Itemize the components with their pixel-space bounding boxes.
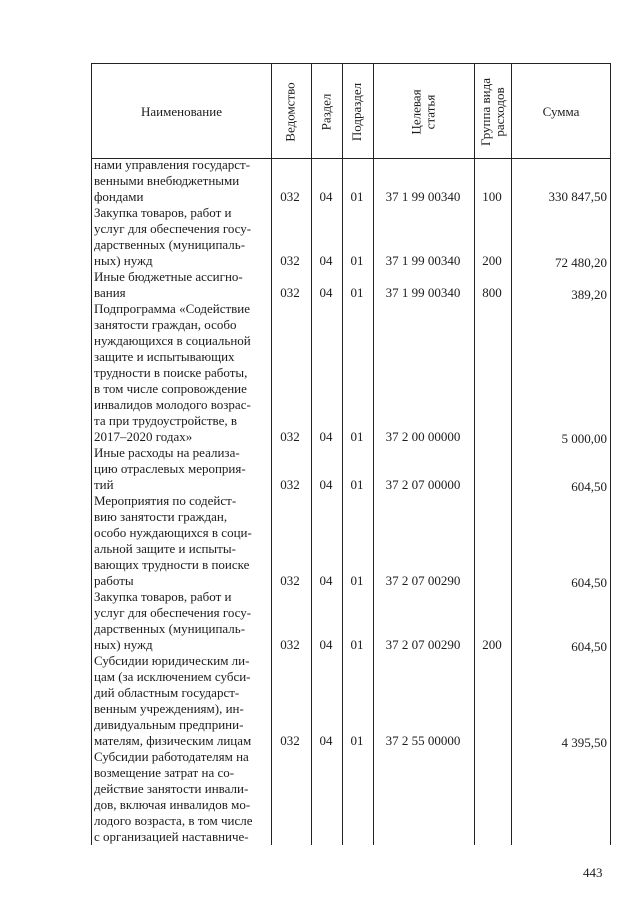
col-divider <box>271 64 272 845</box>
row-name: Подпрограмма «Содействие занятости граждан, особо нуждающихся в социальной защите и испытывающих трудности в поиске работы, в том числе сопровождение инвалидов молодого возрас- та при трудоустройстве, в 2017–2020 годах» <box>94 301 251 444</box>
row-name: Субсидии юридическим ли- цам (за исключением субси- дий областным государст- венным учреждениям), ин- дивидуальным предприни- мателям, физическим лицам <box>94 653 252 748</box>
row-podrazdel: 01 <box>350 733 364 748</box>
header-gruppa-vida: Группа вида расходов <box>477 77 507 146</box>
row-podrazdel: 01 <box>350 573 364 588</box>
header-vedomstvo: Ведомство <box>283 81 298 142</box>
row-summa: 5 000,00 <box>561 431 607 446</box>
row-podrazdel: 01 <box>350 253 364 268</box>
page-number: 443 <box>583 865 603 880</box>
col-divider <box>342 64 343 845</box>
row-name: Иные бюджетные ассигно- вания <box>94 269 243 300</box>
row-summa: 604,50 <box>571 479 607 494</box>
row-celevaya-statya: 37 1 99 00340 <box>385 285 461 300</box>
row-celevaya-statya: 37 2 07 00290 <box>385 573 461 588</box>
col-divider <box>511 64 512 845</box>
row-gruppa-vida: 200 <box>482 637 502 652</box>
col-divider <box>373 64 374 845</box>
row-celevaya-statya: 37 1 99 00340 <box>385 189 461 204</box>
header-podrazdel: Подраздел <box>349 82 365 141</box>
row-podrazdel: 01 <box>350 189 364 204</box>
row-vedomstvo: 032 <box>280 189 300 204</box>
row-summa: 4 395,50 <box>561 735 607 750</box>
row-vedomstvo: 032 <box>280 429 300 444</box>
row-gruppa-vida: 800 <box>482 285 502 300</box>
row-razdel: 04 <box>319 253 333 268</box>
row-vedomstvo: 032 <box>280 477 300 492</box>
row-name: нами управления государст- венными внебюджетными фондами <box>94 157 251 204</box>
row-summa: 604,50 <box>571 639 607 654</box>
row-razdel: 04 <box>319 429 333 444</box>
row-name: Мероприятия по содейст- вию занятости граждан, особо нуждающихся в соци- альной защите и испыты- вающих трудности в поиске работы <box>94 493 252 588</box>
row-celevaya-statya: 37 2 07 00000 <box>385 477 461 492</box>
row-vedomstvo: 032 <box>280 285 300 300</box>
row-vedomstvo: 032 <box>280 573 300 588</box>
row-razdel: 04 <box>319 477 333 492</box>
row-razdel: 04 <box>319 573 333 588</box>
row-summa: 330 847,50 <box>548 189 607 204</box>
row-vedomstvo: 032 <box>280 253 300 268</box>
row-celevaya-statya: 37 2 55 00000 <box>385 733 461 748</box>
row-gruppa-vida: 100 <box>482 189 502 204</box>
row-celevaya-statya: 37 2 00 00000 <box>385 429 461 444</box>
row-summa: 72 480,20 <box>555 255 607 270</box>
row-gruppa-vida: 200 <box>482 253 502 268</box>
row-vedomstvo: 032 <box>280 637 300 652</box>
row-podrazdel: 01 <box>350 637 364 652</box>
row-name: Закупка товаров, работ и услуг для обеспечения госу- дарственных (муниципаль- ных) нужд <box>94 205 252 268</box>
header-celevaya-statya: Целевая статья <box>408 88 438 135</box>
row-razdel: 04 <box>319 189 333 204</box>
row-summa: 389,20 <box>571 287 607 302</box>
row-razdel: 04 <box>319 285 333 300</box>
col-divider <box>474 64 475 845</box>
row-podrazdel: 01 <box>350 285 364 300</box>
row-razdel: 04 <box>319 637 333 652</box>
header-razdel: Раздел <box>318 93 334 130</box>
row-podrazdel: 01 <box>350 477 364 492</box>
col-divider <box>311 64 312 845</box>
row-vedomstvo: 032 <box>280 733 300 748</box>
row-celevaya-statya: 37 2 07 00290 <box>385 637 461 652</box>
row-podrazdel: 01 <box>350 429 364 444</box>
row-celevaya-statya: 37 1 99 00340 <box>385 253 461 268</box>
row-summa: 604,50 <box>571 575 607 590</box>
row-name: Иные расходы на реализа- цию отраслевых мероприя- тий <box>94 445 246 492</box>
row-razdel: 04 <box>319 733 333 748</box>
header-name: Наименование <box>141 103 222 119</box>
header-summa: Сумма <box>542 103 580 119</box>
row-name: Субсидии работодателям на возмещение затрат на со- действие занятости инвали- дов, включая инвалидов мо- лодого возраста, в том числе с организацией наставниче- <box>94 749 253 844</box>
row-name: Закупка товаров, работ и услуг для обеспечения госу- дарственных (муниципаль- ных) нужд <box>94 589 252 652</box>
